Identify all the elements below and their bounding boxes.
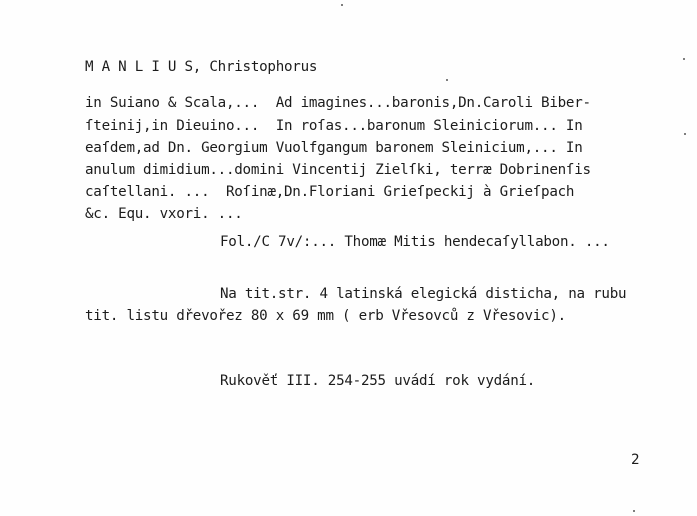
folio-line: Fol./C 7v/:... Thomæ Mitis hendecaſyllabon. ... bbox=[220, 234, 610, 250]
body-line-4: anulum dimidium...domini Vincentij Zielſki, terræ Dobrinenſis bbox=[85, 162, 591, 178]
paper-speck bbox=[633, 510, 635, 512]
note-line-1: Na tit.str. 4 latinská elegická disticha, na rubu bbox=[220, 286, 627, 302]
body-line-5: caſtellani. ... Roſinæ,Dn.Floriani Grieſpeckij à Grieſpach bbox=[85, 184, 575, 200]
page-number: 2 bbox=[631, 452, 640, 468]
paper-speck bbox=[684, 133, 686, 135]
paper-speck bbox=[683, 58, 685, 60]
paper-speck bbox=[446, 79, 448, 81]
paper-speck bbox=[341, 4, 343, 6]
note-line-2: tit. listu dřevořez 80 x 69 mm ( erb Vřesovců z Vřesovic). bbox=[85, 308, 566, 324]
body-line-6: &c. Equ. vxori. ... bbox=[85, 206, 243, 222]
body-line-1: in Suiano & Scala,... Ad imagines...baronis,Dn.Caroli Biber- bbox=[85, 95, 591, 111]
reference-line: Rukověť III. 254-255 uvádí rok vydání. bbox=[220, 373, 536, 389]
card-heading: M A N L I U S, Christophorus bbox=[85, 59, 318, 75]
body-line-2: ſteinij,in Dieuino... In roſas...baronum Sleiniciorum... In bbox=[85, 118, 583, 134]
body-line-3: eaſdem,ad Dn. Georgium Vuolfgangum baronem Sleinicium,... In bbox=[85, 140, 583, 156]
